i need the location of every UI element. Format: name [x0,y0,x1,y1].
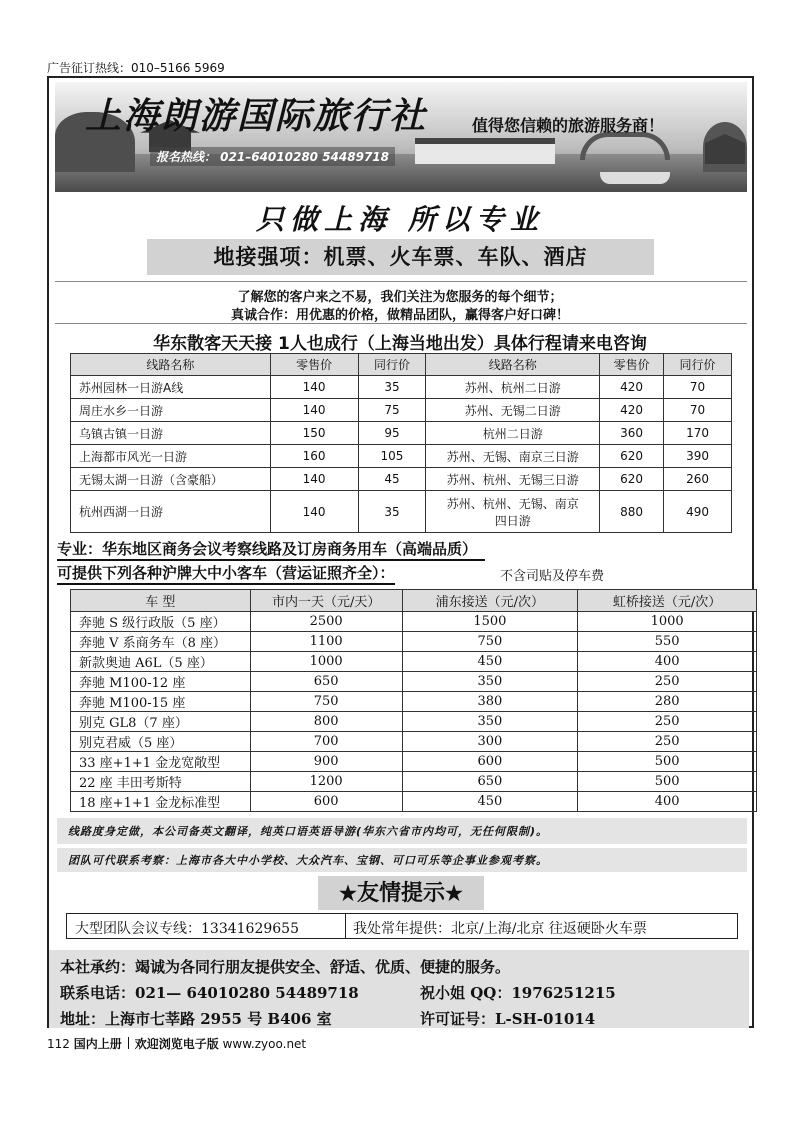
pro-service-line: 专业：华东地区商务会议考察线路及订房商务用车（高端品质） [57,538,485,561]
license-number: 许可证号：L-SH-01014 [420,1010,596,1028]
hongqiao-transfer-price: 250 [578,712,757,732]
main-slogan: 只做上海 所以专业 [256,203,544,236]
route-name: 苏州、无锡二日游 [426,399,600,422]
city-day-price: 900 [250,752,402,772]
section-name: 国内上册 [73,1037,122,1051]
table-header-row [71,590,757,612]
contact-person-qq: 祝小姐 QQ：1976251215 [420,984,616,1002]
car-model: 奔驰 V 系商务车（8 座） [71,632,251,652]
city-day-price: 700 [250,732,402,752]
city-day-price: 600 [250,792,402,812]
city-day-price: 1200 [250,772,402,792]
footer-url[interactable]: www.zyoo.net [222,1037,307,1051]
hongqiao-transfer-price: 500 [578,752,757,772]
intro-line-2: 真诚合作：用优惠的价格，做精品团队，赢得客户好口碑！ [230,308,569,323]
trade-price: 75 [358,399,426,422]
ad-hotline: 广告征订热线：010–5166 5969 [47,61,225,75]
route-name: 乌镇古镇一日游 [71,422,271,445]
intro-line-1: 了解您的客户来之不易，我们关注为您服务的每个细节； [237,290,563,305]
route-name: 周庄水乡一日游 [71,399,271,422]
footer-separator [128,1037,129,1049]
hongqiao-transfer-price: 550 [578,632,757,652]
trade-price: 35 [358,376,426,399]
route-name: 杭州西湖一日游 [71,491,271,533]
car-model: 奔驰 S 级行政版（5 座） [71,612,251,632]
pudong-transfer-price: 750 [402,632,578,652]
car-rental-table [70,589,757,812]
trade-price: 45 [358,468,426,491]
route-name: 苏州、杭州二日游 [426,376,600,399]
route-name: 苏州园林一日游A线 [71,376,271,399]
pudong-transfer-price: 350 [402,712,578,732]
retail-price: 150 [270,422,358,445]
pudong-transfer-price: 300 [402,732,578,752]
table-row [71,399,732,422]
retail-price: 620 [600,468,664,491]
table-row [71,732,757,752]
car-model: 22 座 丰田考斯特 [71,772,251,792]
friendly-tip-label: 友情提示 [356,880,445,906]
route-name: 苏州、杭州、无锡三日游 [426,468,600,491]
trade-price: 390 [664,445,732,468]
banner-houses [415,138,555,164]
trade-price: 95 [358,422,426,445]
car-model: 奔驰 M100-15 座 [71,692,251,712]
route-name [426,491,600,533]
retail-price: 620 [600,445,664,468]
hongqiao-transfer-price: 280 [578,692,757,712]
retail-price: 140 [270,376,358,399]
info-box [66,913,738,939]
table-row [71,491,732,533]
route-name: 无锡太湖一日游（含豪船） [71,468,271,491]
hongqiao-transfer-price: 400 [578,792,757,812]
car-model: 18 座+1+1 金龙标准型 [71,792,251,812]
table-row [71,672,757,692]
route-name: 上海都市风光一日游 [71,445,271,468]
trade-price: 35 [358,491,426,533]
footer-welcome: 欢迎浏览电子版 [134,1037,219,1051]
friendly-tip-banner [318,876,484,910]
retail-price: 160 [270,445,358,468]
column-header: 市内一天（元/天） [250,590,402,612]
table-row [71,632,757,652]
hongqiao-transfer-price: 500 [578,772,757,792]
star-icon: ★ [339,881,357,905]
star-icon: ★ [445,881,463,905]
route-name: 杭州二日游 [426,422,600,445]
car-model: 新款奥迪 A6L（5 座） [71,652,251,672]
pudong-transfer-price: 650 [402,772,578,792]
bridge-icon [580,132,670,160]
divider [55,323,747,324]
car-model: 33 座+1+1 金龙宽敞型 [71,752,251,772]
page-number: 112 [47,1037,70,1051]
table-row [71,712,757,732]
column-header: 线路名称 [426,354,600,376]
table-row [71,692,757,712]
divider [55,281,747,282]
car-model: 奔驰 M100-12 座 [71,672,251,692]
banner-slogan: 值得您信赖的旅游服务商！ [472,116,665,135]
page-footer [47,1035,306,1052]
route-name-line-1: 苏州、杭州、无锡、南京 [446,496,579,511]
visit-note: 团队可代联系考察：上海市各大中小学校、大众汽车、宝钢、可口可乐等企事业参观考察。 [68,854,548,867]
pudong-transfer-price: 450 [402,652,578,672]
hongqiao-transfer-price: 400 [578,652,757,672]
table-row [71,752,757,772]
strengths-banner: 地接强项：机票、火车票、车队、酒店 [147,239,654,275]
column-header: 同行价 [358,354,426,376]
cars-note: 不含司贴及停车费 [500,569,605,584]
table-row [71,792,757,812]
retail-price: 880 [600,491,664,533]
column-header: 虹桥接送（元/次） [578,590,757,612]
column-header: 线路名称 [71,354,271,376]
pudong-transfer-price: 600 [402,752,578,772]
table-row [71,422,732,445]
city-day-price: 1100 [250,632,402,652]
custom-tour-note: 线路度身定做，本公司备英文翻译，纯英口语英语导游(华东六省市内均可，无任何限制)。 [68,825,549,838]
table-row [71,445,732,468]
retail-price: 140 [270,468,358,491]
table-row [71,468,732,491]
cars-heading: 可提供下列各种沪牌大中小客车（营运证照齐全）： [57,562,395,585]
booking-hotline: 报名热线： 021–64010280 54489718 [150,147,395,166]
car-model: 别克 GL8（7 座） [71,712,251,732]
meeting-hotline: 大型团队会议专线：13341629655 [75,921,299,937]
table-row [71,772,757,792]
trade-price: 70 [664,376,732,399]
info-divider [345,914,346,938]
car-model: 别克君威（5 座） [71,732,251,752]
pudong-transfer-price: 1500 [402,612,578,632]
city-day-price: 2500 [250,612,402,632]
city-day-price: 1000 [250,652,402,672]
table-row [71,612,757,632]
column-header: 同行价 [664,354,732,376]
column-header: 零售价 [600,354,664,376]
column-header: 零售价 [270,354,358,376]
hongqiao-transfer-price: 250 [578,672,757,692]
column-header: 浦东接送（元/次） [402,590,578,612]
trade-price: 170 [664,422,732,445]
retail-price: 140 [270,491,358,533]
agency-name: 上海朗游国际旅行社 [85,95,428,137]
table-row [71,376,732,399]
retail-price: 420 [600,399,664,422]
boat-icon [600,172,670,184]
column-header: 车 型 [71,590,251,612]
pudong-transfer-price: 450 [402,792,578,812]
contact-phone: 联系电话：021— 64010280 54489718 [60,984,359,1002]
service-promise: 本社承约：竭诚为各同行朋友提供安全、舒适、优质、便捷的服务。 [60,958,511,976]
retail-price: 140 [270,399,358,422]
table-header-row [71,354,732,376]
tour-heading: 华东散客天天接 1人也成行（上海当地出发）具体行程请来电咨询 [153,334,647,354]
city-day-price: 800 [250,712,402,732]
hongqiao-transfer-price: 250 [578,732,757,752]
tour-price-table [70,353,732,533]
table-row [71,652,757,672]
contact-address: 地址：上海市七莘路 2955 号 B406 室 [60,1010,332,1028]
trade-price: 70 [664,399,732,422]
trade-price: 490 [664,491,732,533]
trade-price: 105 [358,445,426,468]
pudong-transfer-price: 380 [402,692,578,712]
trade-price: 260 [664,468,732,491]
pudong-transfer-price: 350 [402,672,578,692]
retail-price: 360 [600,422,664,445]
retail-price: 420 [600,376,664,399]
route-name-line-2: 四日游 [494,513,531,528]
city-day-price: 750 [250,692,402,712]
city-day-price: 650 [250,672,402,692]
train-ticket-note: 我处常年提供：北京/上海/北京 往返硬卧火车票 [353,921,647,937]
hongqiao-transfer-price: 1000 [578,612,757,632]
route-name: 苏州、无锡、南京三日游 [426,445,600,468]
